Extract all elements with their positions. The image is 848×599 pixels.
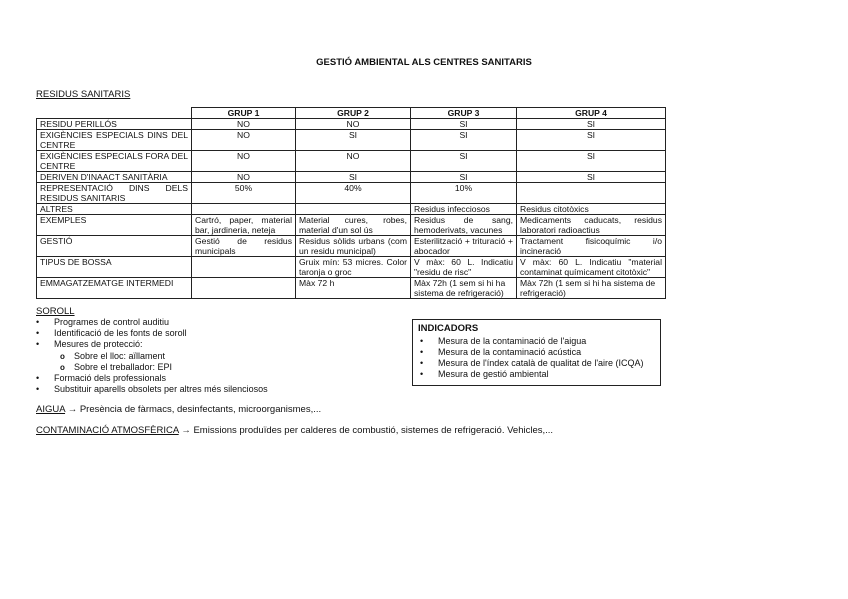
row-label: DERIVEN D'INAACT SANITÀRIA xyxy=(37,172,192,183)
table-row xyxy=(37,236,666,257)
column-header: GRUP 3 xyxy=(411,108,517,119)
table-cell: NO xyxy=(296,151,411,172)
aigua-text: Presència de fàrmacs, desinfectants, microorganismes,... xyxy=(79,404,322,415)
list-item: • Mesura de la contaminació de l'aigua xyxy=(418,336,655,347)
table-cell: NO xyxy=(296,119,411,130)
table-cell: NO xyxy=(192,119,296,130)
table-cell: Màx 72h (1 sem si hi ha sistema de refrigeració) xyxy=(411,278,517,299)
sub-list-item: o Sobre el lloc: aïllament xyxy=(36,351,268,362)
table-cell: 10% xyxy=(411,183,517,204)
table-cell: NO xyxy=(192,130,296,151)
list-item: • Identificació de les fonts de soroll xyxy=(36,328,268,339)
table-row xyxy=(37,278,666,299)
page-title: GESTIÓ AMBIENTAL ALS CENTRES SANITARIS xyxy=(316,57,532,68)
indicadors-list xyxy=(418,336,655,380)
list-item: • Substituir aparells obsolets per altres més silenciosos xyxy=(36,384,268,395)
table-cell: Residus de sang, hemoderivats, vacunes xyxy=(411,215,517,236)
aigua-line xyxy=(36,404,321,415)
list-item: • Mesures de protecció: xyxy=(36,339,268,350)
row-label: EXIGÈNCIES ESPECIALS FORA DEL CENTRE xyxy=(37,151,192,172)
atmos-text: Emissions produïdes per calderes de combustió, sistemes de refrigeració. Vehicles,... xyxy=(193,425,554,436)
atmos-label: CONTAMINACIÓ ATMOSFÈRICA xyxy=(36,425,179,436)
table-cell: SI xyxy=(517,119,666,130)
column-header: GRUP 2 xyxy=(296,108,411,119)
arrow-icon: → xyxy=(67,404,78,415)
table-cell: Tractament fisicoquímic i/o incineració xyxy=(517,236,666,257)
indicadors-box xyxy=(412,319,661,386)
row-label: GESTIÓ xyxy=(37,236,192,257)
table-cell: SI xyxy=(296,172,411,183)
table-cell: V màx: 60 L. Indicatiu "material contaminat químicament citotòxic" xyxy=(517,257,666,278)
table-cell: SI xyxy=(411,119,517,130)
soroll-list xyxy=(36,317,268,395)
table-cell: Màx 72 h xyxy=(296,278,411,299)
aigua-label: AIGUA xyxy=(36,404,66,415)
header-corner xyxy=(37,108,192,119)
table-cell xyxy=(296,204,411,215)
column-header: GRUP 1 xyxy=(192,108,296,119)
row-label: TIPUS DE BOSSA xyxy=(37,257,192,278)
row-label: EXEMPLES xyxy=(37,215,192,236)
table-cell: Màx 72h (1 sem si hi ha sistema de refrigeració) xyxy=(517,278,666,299)
list-item: • Formació dels professionals xyxy=(36,373,268,384)
soroll-heading: SOROLL xyxy=(36,306,75,317)
table-cell: SI xyxy=(517,172,666,183)
table-cell: Residus infecciosos xyxy=(411,204,517,215)
table-row xyxy=(37,151,666,172)
table-row xyxy=(37,130,666,151)
table-cell: SI xyxy=(411,151,517,172)
table-cell: Material cures, robes, material d'un sol ús xyxy=(296,215,411,236)
row-label: EMMAGATZEMATGE INTERMEDI xyxy=(37,278,192,299)
table-cell: SI xyxy=(411,172,517,183)
row-label: REPRESENTACIÓ DINS DELS RESIDUS SANITARIS xyxy=(37,183,192,204)
arrow-icon: → xyxy=(181,425,191,436)
table-cell xyxy=(192,278,296,299)
table-cell xyxy=(517,183,666,204)
atmos-line xyxy=(36,425,553,436)
table-cell: SI xyxy=(411,130,517,151)
table-cell: SI xyxy=(517,151,666,172)
table-cell: Gruix mín: 53 micres. Color taronja o groc xyxy=(296,257,411,278)
indicadors-heading: INDICADORS xyxy=(418,323,479,334)
table-cell xyxy=(192,204,296,215)
table-row xyxy=(37,215,666,236)
table-cell: NO xyxy=(192,172,296,183)
table-cell: Medicaments caducats, residus laboratori radioactius xyxy=(517,215,666,236)
table-cell: SI xyxy=(517,130,666,151)
row-label: EXIGÈNCIES ESPECIALS DINS DEL CENTRE xyxy=(37,130,192,151)
table-cell: 40% xyxy=(296,183,411,204)
table-cell: V màx: 60 L. Indicatiu "residu de risc" xyxy=(411,257,517,278)
list-item: • Mesura de gestió ambiental xyxy=(418,369,655,380)
list-item: • Mesura de l'índex català de qualitat de l'aire (ICQA) xyxy=(418,358,655,369)
table-row xyxy=(37,183,666,204)
table-header-row xyxy=(37,108,666,119)
table-cell: Esterilització + trituració + abocador xyxy=(411,236,517,257)
residus-table xyxy=(36,107,666,299)
table-cell: NO xyxy=(192,151,296,172)
table-row xyxy=(37,204,666,215)
row-label: ALTRES xyxy=(37,204,192,215)
table-cell: SI xyxy=(296,130,411,151)
list-item: • Mesura de la contaminació acústica xyxy=(418,347,655,358)
column-header: GRUP 4 xyxy=(517,108,666,119)
table-cell: Cartró, paper, material bar, jardineria, neteja xyxy=(192,215,296,236)
table-cell: Residus sòlids urbans (com un residu municipal) xyxy=(296,236,411,257)
list-item: • Programes de control auditiu xyxy=(36,317,268,328)
table-cell: 50% xyxy=(192,183,296,204)
table-cell: Gestió de residus municipals xyxy=(192,236,296,257)
table-cell xyxy=(192,257,296,278)
table-row xyxy=(37,257,666,278)
residus-heading: RESIDUS SANITARIS xyxy=(36,89,131,100)
table-row xyxy=(37,119,666,130)
table-row xyxy=(37,172,666,183)
sub-list-item: o Sobre el treballador: EPI xyxy=(36,362,268,373)
table-cell: Residus citotòxics xyxy=(517,204,666,215)
row-label: RESIDU PERILLÓS xyxy=(37,119,192,130)
